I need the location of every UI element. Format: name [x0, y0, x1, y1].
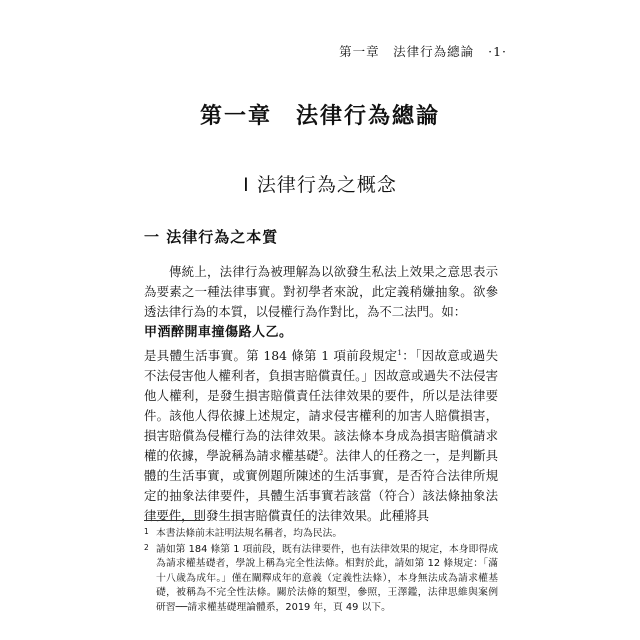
- section-title: I 法律行為之概念: [243, 174, 397, 196]
- running-title: 第一章 法律行為總論: [339, 44, 475, 59]
- case-example: 甲酒醉開車撞傷路人乙。: [144, 325, 293, 340]
- footnote-1: [144, 527, 498, 542]
- paragraph-2-part-2: ：「因故意或過失不法侵害他人權利者，負損害賠償責任。」因故意或過失不法侵害他人權利，是發生損害賠償責任法律效果的要件，所以是法律要件。該他人得依據上述規定，請求侵害權利的加害人賠償損害，損害賠償為侵權行為的法律效果。該法條本身成為損害賠償請求權的依據，學說稱為請求權基礎: [144, 348, 498, 463]
- footnotes: [144, 527, 498, 616]
- chapter-title: 第一章 法律行為總論: [199, 103, 440, 129]
- footnote-ref-2[interactable]: 2: [318, 448, 324, 457]
- paragraph-2-part-1: 是具體生活事實。第 184 條第 1 項前段規定: [144, 348, 398, 363]
- page-number: ·1·: [488, 44, 507, 59]
- footnote-2-mark: 2: [144, 542, 149, 552]
- footnote-1-text: 本書法條前未註明法規名稱者，均為民法。: [156, 528, 343, 539]
- paragraph-2-part-3: 。法律人的任務之一，是判斷具體的生活事實，或實例題所陳述的生活事實，是否符合法律所規定的抽象法律要件，具體生活事實若該當（符合）該法條抽象法律要件，則發生損害賠償責任的法律效果。此種將具: [144, 448, 498, 523]
- footnote-1-mark: 1: [144, 527, 149, 536]
- subheading: 一 法律行為之本質: [144, 228, 279, 246]
- footnote-divider: [144, 520, 204, 521]
- paragraph-1: 傳統上，法律行為被理解為以欲發生私法上效果之意思表示為要素之一種法律事實。對初學者來說，此定義稍嫌抽象。欲參透法律行為的本質，以侵權行為作對比，為不二法門。如：: [144, 264, 498, 319]
- footnote-2: [144, 543, 498, 616]
- footnote-ref-1[interactable]: 1: [397, 348, 402, 357]
- running-header: [339, 42, 507, 60]
- footnote-2-text: 請如第 184 條第 1 項前段，既有法律要件，也有法律效果的規定，本身即得成為請求權基礎者，學說上稱為完全性法條。相對於此，請如第 12 條規定：「滿十八歲為成年。」僅在闡釋成年的意義（定義性法條），本身無法成為請求權基礎，被稱為不完全性法條。關於法條的類型，參照，王澤鑑，法律思維與案例研習──請求權基礎理論體系，2019 年，頁 49 以下。: [156, 543, 498, 613]
- paragraph-2: [144, 346, 498, 526]
